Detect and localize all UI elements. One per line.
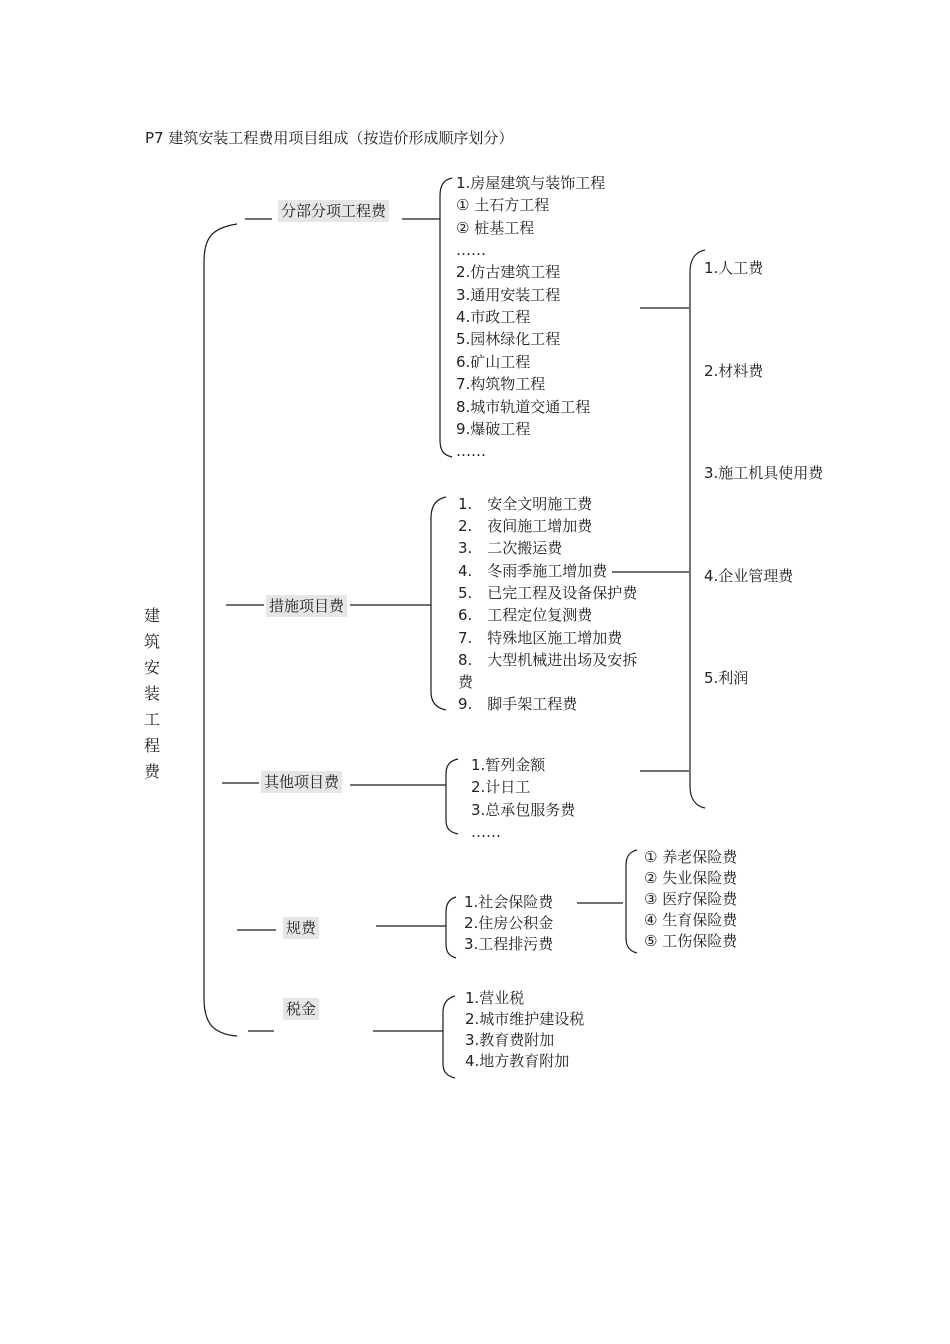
social-insurance-item: ③ 医疗保险费 bbox=[644, 890, 738, 908]
root-char: 工 bbox=[143, 710, 160, 729]
g1-item: ② 桩基工程 bbox=[456, 219, 535, 237]
group-label-g2: 措施项目费 bbox=[266, 595, 347, 617]
cost-component: 4.企业管理费 bbox=[704, 567, 794, 585]
g1-brace bbox=[440, 178, 452, 457]
g2-item: 费 bbox=[458, 673, 474, 691]
root-char: 程 bbox=[143, 736, 160, 755]
group-label-g4: 规费 bbox=[283, 917, 319, 939]
root-label bbox=[142, 603, 162, 785]
page-title: P7 建筑安装工程费用项目组成（按造价形成顺序划分） bbox=[145, 129, 514, 147]
g5-brace bbox=[443, 996, 455, 1078]
root-char: 费 bbox=[143, 762, 160, 781]
g1-item: 2.仿古建筑工程 bbox=[456, 263, 561, 281]
g1-item: 9.爆破工程 bbox=[456, 420, 531, 438]
group-label-g1: 分部分项工程费 bbox=[278, 200, 389, 222]
g1-item: 8.城市轨道交通工程 bbox=[456, 398, 591, 416]
group-label-g3: 其他项目费 bbox=[261, 771, 342, 793]
g2-item: 6. 工程定位复测费 bbox=[458, 606, 593, 624]
social-insurance-item: ② 失业保险费 bbox=[644, 869, 738, 887]
g4-brace bbox=[446, 897, 456, 958]
g4-item: 1.社会保险费 bbox=[464, 893, 554, 911]
root-char: 建 bbox=[143, 606, 160, 625]
g5-item: 2.城市维护建设税 bbox=[465, 1010, 585, 1028]
g1-item: 3.通用安装工程 bbox=[456, 286, 561, 304]
g4-item: 3.工程排污费 bbox=[464, 935, 554, 953]
social-insurance-item: ④ 生育保险费 bbox=[644, 911, 738, 929]
g2-item: 7. 特殊地区施工增加费 bbox=[458, 629, 623, 647]
g3-item: 1.暂列金额 bbox=[471, 756, 546, 774]
g1-item: 6.矿山工程 bbox=[456, 353, 531, 371]
g1-item: 5.园林绿化工程 bbox=[456, 330, 561, 348]
g4-item: 2.住房公积金 bbox=[464, 914, 554, 932]
cost-component: 1.人工费 bbox=[704, 259, 764, 277]
root-char: 装 bbox=[143, 684, 160, 703]
cost-component: 5.利润 bbox=[704, 669, 749, 687]
g3-item: 3.总承包服务费 bbox=[471, 801, 576, 819]
components-brace bbox=[690, 250, 705, 808]
g2-item: 2. 夜间施工增加费 bbox=[458, 517, 593, 535]
group-label-g5: 税金 bbox=[283, 998, 319, 1020]
g5-item: 4.地方教育附加 bbox=[465, 1052, 570, 1070]
root-char: 安 bbox=[143, 658, 160, 677]
g1-item: ① 土石方工程 bbox=[456, 196, 550, 214]
g1-item: …… bbox=[456, 241, 486, 259]
g5-item: 1.营业税 bbox=[465, 989, 525, 1007]
cost-component: 2.材料费 bbox=[704, 362, 764, 380]
root-char: 筑 bbox=[143, 632, 160, 651]
g5-item: 3.教育费附加 bbox=[465, 1031, 555, 1049]
g3-item: …… bbox=[471, 823, 501, 841]
g2-item: 5. 已完工程及设备保护费 bbox=[458, 584, 638, 602]
g2-item: 1. 安全文明施工费 bbox=[458, 495, 593, 513]
social-insurance-item: ⑤ 工伤保险费 bbox=[644, 932, 738, 950]
social-brace bbox=[626, 850, 637, 953]
main-brace bbox=[204, 224, 237, 1036]
g2-item: 8. 大型机械进出场及安拆 bbox=[458, 651, 638, 669]
g3-item: 2.计日工 bbox=[471, 778, 531, 796]
g2-item: 3. 二次搬运费 bbox=[458, 539, 563, 557]
social-insurance-item: ① 养老保险费 bbox=[644, 848, 738, 866]
cost-component: 3.施工机具使用费 bbox=[704, 464, 824, 482]
g1-item: 4.市政工程 bbox=[456, 308, 531, 326]
g1-item: 1.房屋建筑与装饰工程 bbox=[456, 174, 606, 192]
g1-item: 7.构筑物工程 bbox=[456, 375, 546, 393]
g2-brace bbox=[431, 497, 446, 710]
g1-item: …… bbox=[456, 442, 486, 460]
g2-item: 4. 冬雨季施工增加费 bbox=[458, 562, 608, 580]
g2-item: 9. 脚手架工程费 bbox=[458, 695, 578, 713]
g3-brace bbox=[446, 759, 458, 834]
